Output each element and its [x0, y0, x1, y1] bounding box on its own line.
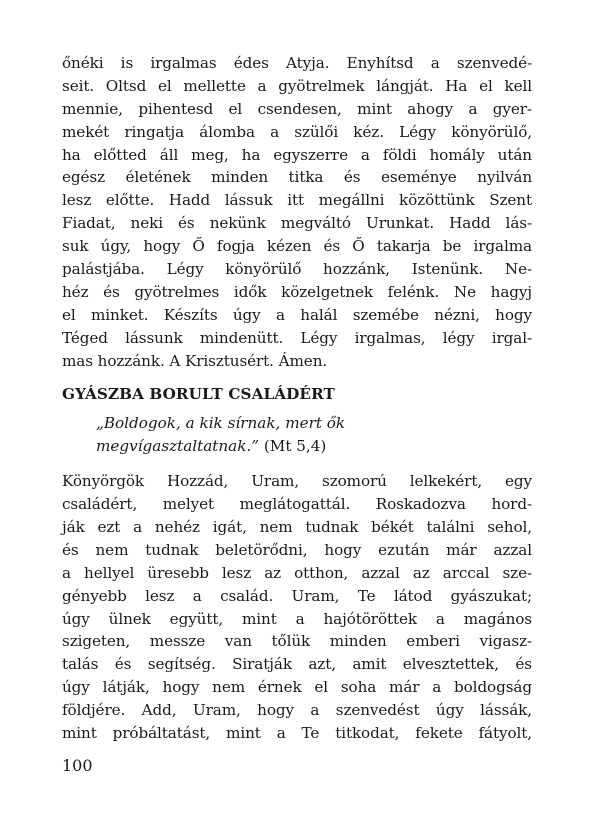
- text-line: egész életének minden titka és eseménye nyilván: [62, 168, 532, 187]
- quote-line: [96, 435, 532, 458]
- quote-text: megvígasztaltatnak.”: [96, 437, 260, 456]
- text-line: ha előtted áll meg, ha egyszerre a földi homály után: [62, 145, 532, 164]
- quote-reference: (Mt 5,4): [259, 437, 327, 456]
- text-line: úgy látják, hogy nem érnek el soha már a boldogság: [62, 678, 532, 697]
- text-line: héz és gyötrelmes idők közelgetnek felénk. Ne hagyj: [62, 282, 532, 301]
- text-line: földjére. Add, Uram, hogy a szenvedést úgy lássák,: [62, 701, 532, 720]
- text-line: szigeten, messze van tőlük minden emberi vigasz-: [62, 632, 532, 651]
- text-line: suk úgy, hogy Ő fogja kézen és Ő takarja be irgalma: [62, 237, 532, 256]
- text-line: lesz előtte. Hadd lássuk itt megállni közöttünk Szent: [62, 191, 532, 210]
- text-line: és nem tudnak beletörődni, hogy ezután már azzal: [62, 540, 532, 559]
- prayer-paragraph-1: [62, 52, 532, 372]
- text-line: seit. Oltsd el mellette a gyötrelmek lángját. Ha el kell: [62, 76, 532, 95]
- text-line: ják ezt a nehéz igát, nem tudnak békét találni sehol,: [62, 518, 532, 537]
- section-heading: GYÁSZBA BORULT CSALÁDÉRT: [62, 385, 335, 404]
- text-line: a hellyel üresebb lesz az otthon, azzal az arccal sze-: [62, 563, 532, 582]
- scripture-quote: [96, 412, 532, 458]
- quote-text: „Boldogok, a kik sírnak, mert ők: [96, 414, 346, 433]
- prayer-paragraph-2: [62, 470, 532, 745]
- page-number: 100: [62, 756, 93, 775]
- text-line: el minket. Készíts úgy a halál szemébe nézni, hogy: [62, 305, 532, 324]
- quote-line: [96, 412, 532, 435]
- text-line: mennie, pihentesd el csendesen, mint ahogy a gyer-: [62, 99, 532, 118]
- text-line: talás és segítség. Siratják azt, amit elvesztettek, és: [62, 655, 532, 674]
- text-line: mekét ringatja álomba a szülői kéz. Légy könyörülő,: [62, 122, 532, 141]
- text-line: palástjába. Légy könyörülő hozzánk, Istenünk. Ne-: [62, 260, 532, 279]
- text-line: mas hozzánk. A Krisztusért. Ámen.: [62, 351, 328, 370]
- text-line: Fiadat, neki és nekünk megváltó Urunkat. Hadd lás-: [62, 214, 532, 233]
- book-page: [62, 52, 532, 745]
- text-line: úgy ülnek együtt, mint a hajótöröttek a magános: [62, 609, 532, 628]
- text-line: családért, melyet meglátogattál. Roskadozva hord-: [62, 495, 532, 514]
- text-line: mint próbáltatást, mint a Te titkodat, fekete fátyolt,: [62, 724, 532, 743]
- text-line: Téged lássunk mindenütt. Légy irgalmas, légy irgal-: [62, 328, 532, 347]
- text-line: őnéki is irgalmas édes Atyja. Enyhítsd a szenvedé-: [62, 54, 532, 72]
- text-line: gényebb lesz a család. Uram, Te látod gyászukat;: [62, 586, 532, 605]
- text-line: Könyörgök Hozzád, Uram, szomorú lelkekért, egy: [62, 472, 532, 491]
